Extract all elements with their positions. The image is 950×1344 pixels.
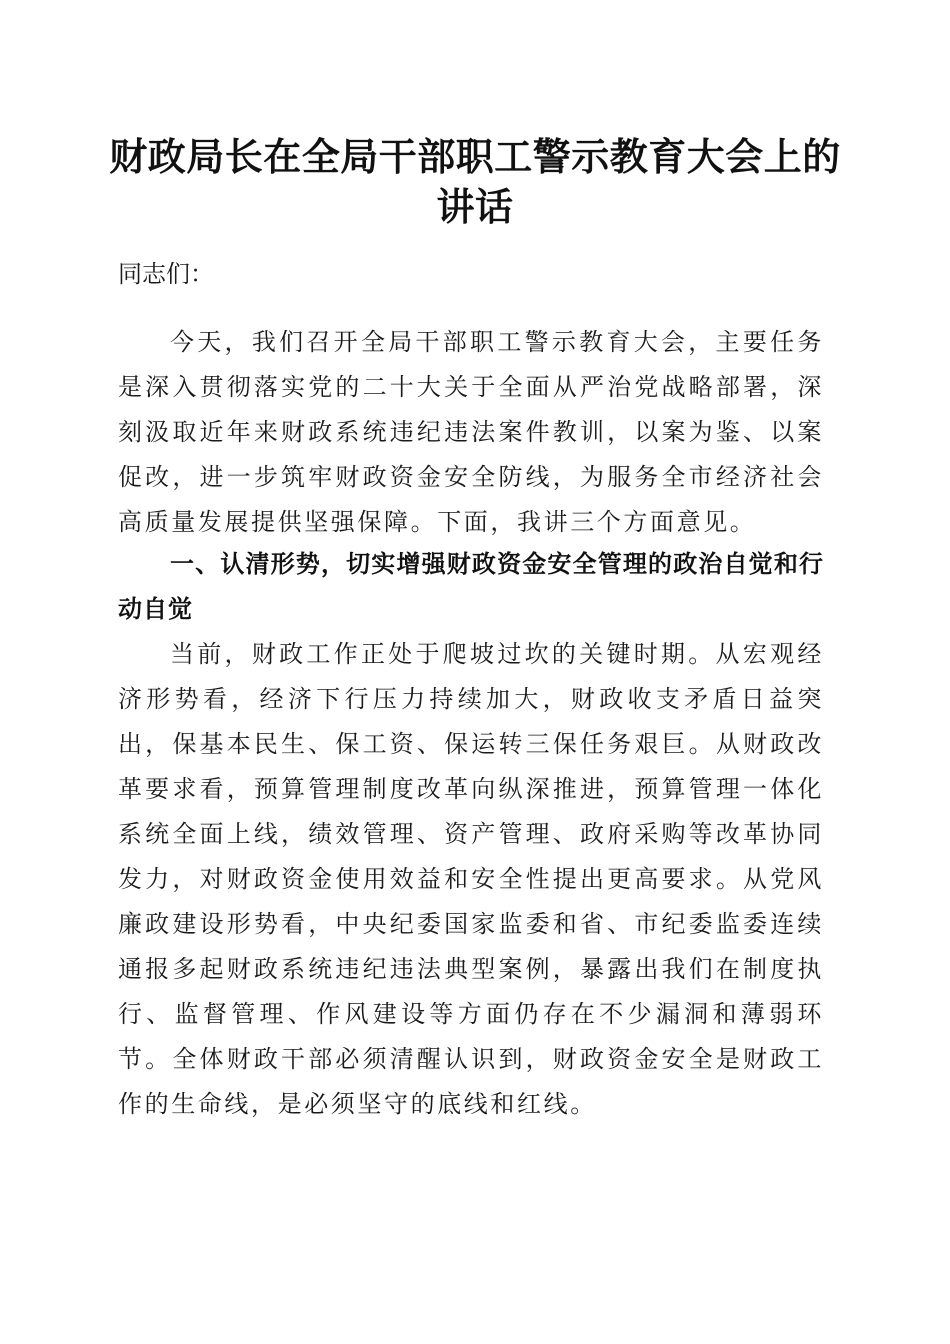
document-title: 财政局长在全局干部职工警示教育大会上的讲话 bbox=[109, 134, 841, 229]
paragraph-1: 今天，我们召开全局干部职工警示教育大会，主要任务是深入贯彻落实党的二十大关于全面从严治党战略部署，深刻汲取近年来财政系统违纪违法案件教训，以案为鉴、以案促改，进一步筑牢财政资金安全防线，为服务全市经济社会高质量发展提供坚强保障。下面，我讲三个方面意见。 bbox=[118, 328, 824, 536]
section-heading-1: 一、认清形势，切实增强财政资金安全管理的政治自觉和行动自觉 bbox=[118, 550, 824, 623]
paragraph-2: 当前，财政工作正处于爬坡过坎的关键时期。从宏观经济形势看，经济下行压力持续加大，财政收支矛盾日益突出，保基本民生、保工资、保运转三保任务艰巨。从财政改革要求看，预算管理制度改革向纵深推进，预算管理一体化系统全面上线，绩效管理、资产管理、政府采购等改革协同发力，对财政资金使用效益和安全性提出更高要求。从党风廉政建设形势看，中央纪委国家监委和省、市纪委监委连续通报多起财政系统违纪违法典型案例，暴露出我们在制度执行、监督管理、作风建设等方面仍存在不少漏洞和薄弱环节。全体财政干部必须清醒认识到，财政资金安全是财政工作的生命线，是必须坚守的底线和红线。 bbox=[118, 640, 824, 1118]
greeting: 同志们： bbox=[118, 260, 214, 288]
